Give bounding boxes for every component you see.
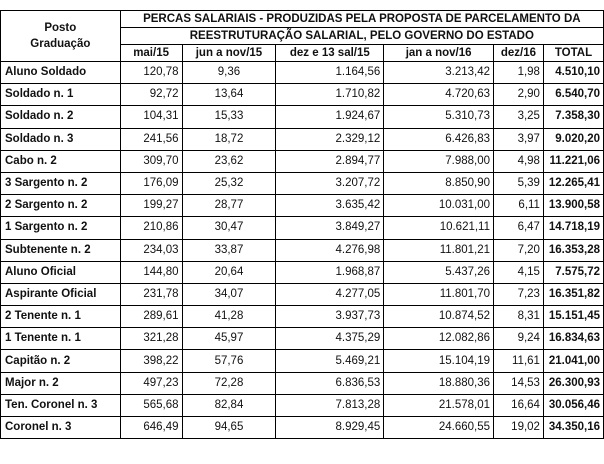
column-header-dez-13sal15: dez e 13 sal/15 xyxy=(276,45,384,62)
table-row xyxy=(1,417,604,439)
corner-line-1: Posto xyxy=(44,22,77,34)
posto-graduacao-header xyxy=(1,11,121,62)
dez16-cell: 6,47 xyxy=(494,217,544,239)
table-row xyxy=(1,306,604,328)
jun-nov15-cell: 28,77 xyxy=(182,195,276,217)
total-cell: 7.358,30 xyxy=(543,106,603,128)
jan-nov16-cell: 6.426,83 xyxy=(384,128,494,150)
dez-13sal15-cell: 4.277,05 xyxy=(276,283,384,305)
dez-13sal15-cell: 3.635,42 xyxy=(276,195,384,217)
dez16-cell: 6,11 xyxy=(494,195,544,217)
posto-cell: 1 Sargento n. 2 xyxy=(1,217,121,239)
mai15-cell: 231,78 xyxy=(120,283,182,305)
dez16-cell: 9,24 xyxy=(494,328,544,350)
column-header-dez16: dez/16 xyxy=(494,45,544,62)
dez-13sal15-cell: 1.710,82 xyxy=(276,84,384,106)
jan-nov16-cell: 10.874,52 xyxy=(384,306,494,328)
total-cell: 26.300,93 xyxy=(543,372,603,394)
jan-nov16-cell: 18.880,36 xyxy=(384,372,494,394)
posto-cell: 2 Sargento n. 2 xyxy=(1,195,121,217)
jan-nov16-cell: 12.082,86 xyxy=(384,328,494,350)
dez16-cell: 7,20 xyxy=(494,239,544,261)
posto-cell: 1 Tenente n. 1 xyxy=(1,328,121,350)
posto-cell: Soldado n. 1 xyxy=(1,84,121,106)
table-header xyxy=(1,11,604,62)
posto-cell: Soldado n. 2 xyxy=(1,106,121,128)
jun-nov15-cell: 33,87 xyxy=(182,239,276,261)
table-row xyxy=(1,394,604,416)
dez-13sal15-cell: 3.937,73 xyxy=(276,306,384,328)
dez-13sal15-cell: 2.329,12 xyxy=(276,128,384,150)
mai15-cell: 92,72 xyxy=(120,84,182,106)
posto-cell: Ten. Coronel n. 3 xyxy=(1,394,121,416)
column-header-jun-nov15: jun a nov/15 xyxy=(182,45,276,62)
mai15-cell: 199,27 xyxy=(120,195,182,217)
dez16-cell: 14,53 xyxy=(494,372,544,394)
jun-nov15-cell: 94,65 xyxy=(182,417,276,439)
jun-nov15-cell: 45,97 xyxy=(182,328,276,350)
mai15-cell: 144,80 xyxy=(120,261,182,283)
dez-13sal15-cell: 6.836,53 xyxy=(276,372,384,394)
dez-13sal15-cell: 1.968,87 xyxy=(276,261,384,283)
column-header-total: TOTAL xyxy=(543,45,603,62)
mai15-cell: 234,03 xyxy=(120,239,182,261)
dez16-cell: 4,15 xyxy=(494,261,544,283)
jan-nov16-cell: 5.310,73 xyxy=(384,106,494,128)
column-header-jan-nov16: jan a nov/16 xyxy=(384,45,494,62)
total-cell: 16.834,63 xyxy=(543,328,603,350)
dez16-cell: 1,98 xyxy=(494,62,544,84)
mai15-cell: 289,61 xyxy=(120,306,182,328)
posto-cell: Major n. 2 xyxy=(1,372,121,394)
jan-nov16-cell: 10.031,00 xyxy=(384,195,494,217)
jun-nov15-cell: 41,28 xyxy=(182,306,276,328)
jun-nov15-cell: 72,28 xyxy=(182,372,276,394)
total-cell: 14.718,19 xyxy=(543,217,603,239)
total-cell: 12.265,41 xyxy=(543,172,603,194)
total-cell: 7.575,72 xyxy=(543,261,603,283)
jun-nov15-cell: 13,64 xyxy=(182,84,276,106)
table-body xyxy=(1,62,604,439)
table-row xyxy=(1,283,604,305)
dez16-cell: 5,39 xyxy=(494,172,544,194)
jun-nov15-cell: 20,64 xyxy=(182,261,276,283)
posto-cell: Cabo n. 2 xyxy=(1,150,121,172)
jan-nov16-cell: 10.621,11 xyxy=(384,217,494,239)
jan-nov16-cell: 11.801,21 xyxy=(384,239,494,261)
dez16-cell: 3,25 xyxy=(494,106,544,128)
jan-nov16-cell: 11.801,70 xyxy=(384,283,494,305)
total-cell: 6.540,70 xyxy=(543,84,603,106)
jan-nov16-cell: 8.850,90 xyxy=(384,172,494,194)
jan-nov16-cell: 3.213,42 xyxy=(384,62,494,84)
posto-cell: 3 Sargento n. 2 xyxy=(1,172,121,194)
posto-cell: 2 Tenente n. 1 xyxy=(1,306,121,328)
posto-cell: Subtenente n. 2 xyxy=(1,239,121,261)
jun-nov15-cell: 9,36 xyxy=(182,62,276,84)
jun-nov15-cell: 30,47 xyxy=(182,217,276,239)
total-cell: 34.350,16 xyxy=(543,417,603,439)
jan-nov16-cell: 5.437,26 xyxy=(384,261,494,283)
dez-13sal15-cell: 1.164,56 xyxy=(276,62,384,84)
posto-cell: Aspirante Oficial xyxy=(1,283,121,305)
dez-13sal15-cell: 3.207,72 xyxy=(276,172,384,194)
dez16-cell: 3,97 xyxy=(494,128,544,150)
mai15-cell: 646,49 xyxy=(120,417,182,439)
jun-nov15-cell: 34,07 xyxy=(182,283,276,305)
dez16-cell: 19,02 xyxy=(494,417,544,439)
posto-cell: Aluno Oficial xyxy=(1,261,121,283)
jan-nov16-cell: 7.988,00 xyxy=(384,150,494,172)
mai15-cell: 120,78 xyxy=(120,62,182,84)
dez-13sal15-cell: 3.849,27 xyxy=(276,217,384,239)
dez-13sal15-cell: 4.276,98 xyxy=(276,239,384,261)
mai15-cell: 497,23 xyxy=(120,372,182,394)
mai15-cell: 398,22 xyxy=(120,350,182,372)
table-row xyxy=(1,350,604,372)
mai15-cell: 104,31 xyxy=(120,106,182,128)
posto-cell: Coronel n. 3 xyxy=(1,417,121,439)
dez-13sal15-cell: 1.924,67 xyxy=(276,106,384,128)
dez16-cell: 8,31 xyxy=(494,306,544,328)
mai15-cell: 565,68 xyxy=(120,394,182,416)
dez-13sal15-cell: 8.929,45 xyxy=(276,417,384,439)
table-row xyxy=(1,84,604,106)
dez16-cell: 11,61 xyxy=(494,350,544,372)
jan-nov16-cell: 4.720,63 xyxy=(384,84,494,106)
jun-nov15-cell: 23,62 xyxy=(182,150,276,172)
table-title-line-2: REESTRUTURAÇÃO SALARIAL, PELO GOVERNO DO ESTADO xyxy=(120,28,603,45)
total-cell: 30.056,46 xyxy=(543,394,603,416)
posto-cell: Soldado n. 3 xyxy=(1,128,121,150)
jun-nov15-cell: 15,33 xyxy=(182,106,276,128)
total-cell: 4.510,10 xyxy=(543,62,603,84)
dez-13sal15-cell: 7.813,28 xyxy=(276,394,384,416)
table-wrapper xyxy=(0,10,604,439)
table-row xyxy=(1,328,604,350)
posto-cell: Aluno Soldado xyxy=(1,62,121,84)
mai15-cell: 241,56 xyxy=(120,128,182,150)
posto-cell: Capitão n. 2 xyxy=(1,350,121,372)
table-row xyxy=(1,217,604,239)
total-cell: 9.020,20 xyxy=(543,128,603,150)
mai15-cell: 321,28 xyxy=(120,328,182,350)
jun-nov15-cell: 57,76 xyxy=(182,350,276,372)
dez16-cell: 16,64 xyxy=(494,394,544,416)
jan-nov16-cell: 15.104,19 xyxy=(384,350,494,372)
dez-13sal15-cell: 5.469,21 xyxy=(276,350,384,372)
dez16-cell: 7,23 xyxy=(494,283,544,305)
table-row xyxy=(1,261,604,283)
total-cell: 13.900,58 xyxy=(543,195,603,217)
column-header-mai15: mai/15 xyxy=(120,45,182,62)
total-cell: 16.351,82 xyxy=(543,283,603,305)
table-row xyxy=(1,195,604,217)
dez16-cell: 2,90 xyxy=(494,84,544,106)
mai15-cell: 210,86 xyxy=(120,217,182,239)
table-row xyxy=(1,150,604,172)
mai15-cell: 176,09 xyxy=(120,172,182,194)
table-row xyxy=(1,106,604,128)
table-row xyxy=(1,172,604,194)
dez-13sal15-cell: 2.894,77 xyxy=(276,150,384,172)
total-cell: 21.041,00 xyxy=(543,350,603,372)
jan-nov16-cell: 24.660,55 xyxy=(384,417,494,439)
table-row xyxy=(1,372,604,394)
table-row xyxy=(1,128,604,150)
jun-nov15-cell: 25,32 xyxy=(182,172,276,194)
dez-13sal15-cell: 4.375,29 xyxy=(276,328,384,350)
table-title-line-1: PERCAS SALARIAIS - PRODUZIDAS PELA PROPOSTA DE PARCELAMENTO DA xyxy=(120,11,603,28)
jan-nov16-cell: 21.578,01 xyxy=(384,394,494,416)
corner-line-2: Graduação xyxy=(30,38,91,50)
table-row xyxy=(1,239,604,261)
jun-nov15-cell: 18,72 xyxy=(182,128,276,150)
table-row xyxy=(1,62,604,84)
total-cell: 16.353,28 xyxy=(543,239,603,261)
total-cell: 11.221,06 xyxy=(543,150,603,172)
dez16-cell: 4,98 xyxy=(494,150,544,172)
total-cell: 15.151,45 xyxy=(543,306,603,328)
mai15-cell: 309,70 xyxy=(120,150,182,172)
salary-loss-table xyxy=(0,10,604,439)
jun-nov15-cell: 82,84 xyxy=(182,394,276,416)
